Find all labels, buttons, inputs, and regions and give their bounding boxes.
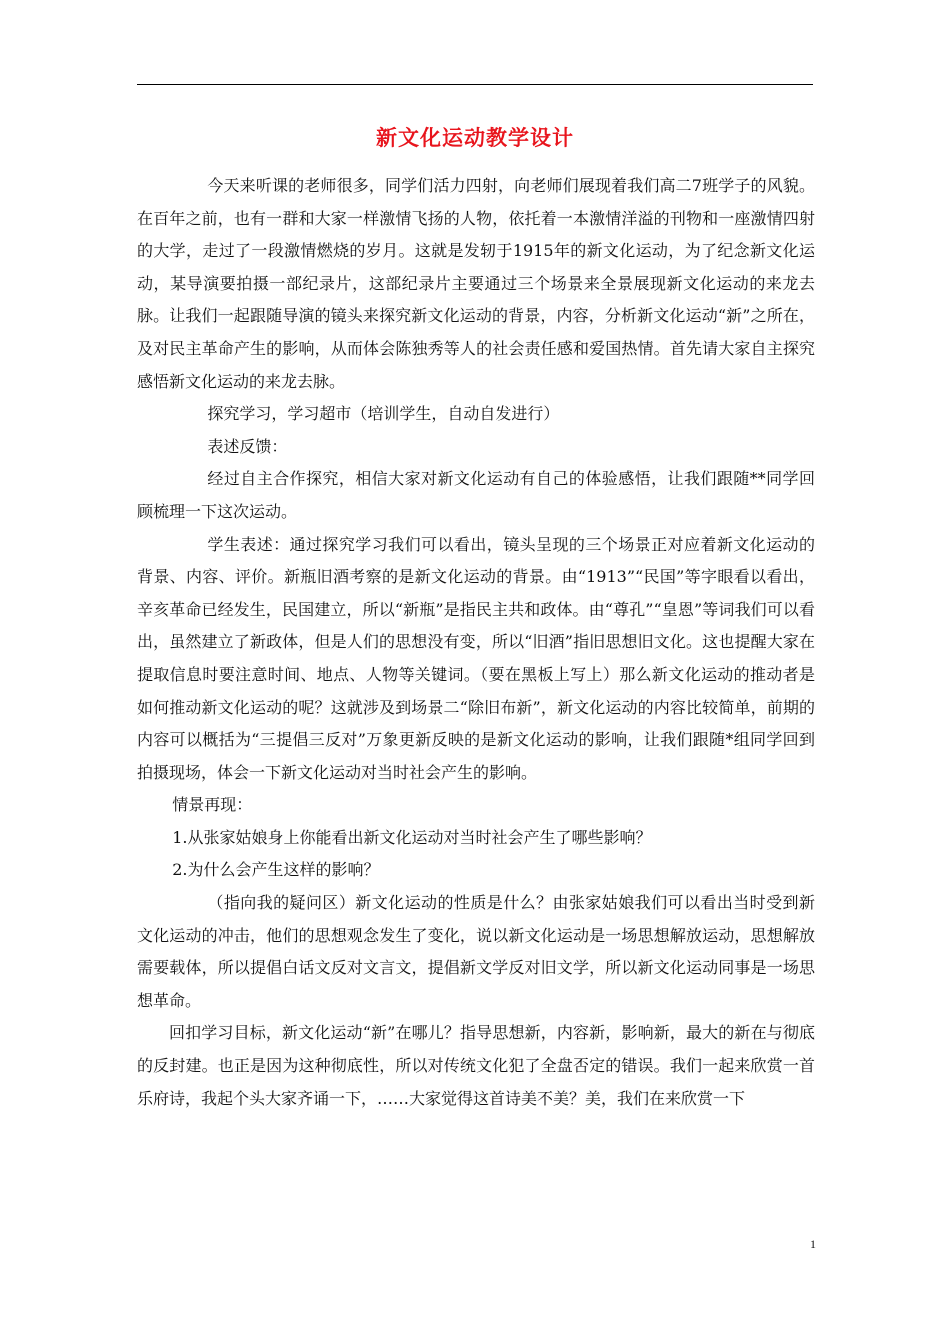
paragraph-intro: 今天来听课的老师很多，同学们活力四射，向老师们展现着我们高二7班学子的风貌。在百年之前，也有一群和大家一样激情飞扬的人物，依托着一本激情洋溢的刊物和一座激情四射的大学，走过了一段激情燃烧的岁月。这就是发轫于1915年的新文化运动，为了纪念新文化运动，某导演要拍摄一部纪录片，这部纪录片主要通过三个场景来全景展现新文化运动的来龙去脉。让我们一起跟随导演的镜头来探究新文化运动的背景，内容，分析新文化运动“新”之所在，及对民主革命产生的影响，从而体会陈独秀等人的社会责任感和爱国热情。首先请大家自主探究感悟新文化运动的来龙去脉。 xyxy=(137,176,815,391)
paragraph-review: 回扣学习目标，新文化运动“新”在哪儿？指导思想新，内容新，影响新，最大的新在与彻底的反封建。也正是因为这种彻底性，所以对传统文化犯了全盘否定的错误。我们一起来欣赏一首乐府诗，我起个头大家齐诵一下，……大家觉得这首诗美不美？美，我们在来欣赏一下 xyxy=(137,1023,815,1108)
paragraph-question-2: 2.为什么会产生这样的影响？ xyxy=(172,860,380,880)
paragraph-question-1: 1.从张家姑娘身上你能看出新文化运动对当时社会产生了哪些影响？ xyxy=(172,827,652,847)
document-body xyxy=(137,170,815,1115)
header-rule xyxy=(137,84,813,85)
page-number: 1 xyxy=(810,1237,816,1251)
paragraph-scene-heading: 情景再现： xyxy=(172,795,253,815)
paragraph-feedback: 经过自主合作探究，相信大家对新文化运动有自己的体验感悟，让我们跟随**同学回顾梳理一下这次运动。 xyxy=(137,469,815,521)
document-title: 新文化运动教学设计 xyxy=(376,126,574,150)
paragraph-nature: （指向我的疑问区）新文化运动的性质是什么？由张家姑娘我们可以看出当时受到新文化运动的冲击，他们的思想观念发生了变化，说以新文化运动是一场思想解放运动，思想解放需要载体，所以提倡白话文反对文言文，提倡新文学反对旧文学，所以新文化运动同事是一场思想革命。 xyxy=(137,893,815,1010)
paragraph-feedback-heading: 表述反馈： xyxy=(207,436,288,456)
paragraph-inquiry: 探究学习，学习超市（培训学生，自动自发进行） xyxy=(207,404,560,424)
paragraph-student-statement: 学生表述：通过探究学习我们可以看出，镜头呈现的三个场景正对应着新文化运动的背景、内容、评价。新瓶旧酒考察的是新文化运动的背景。由“1913”“民国”等字眼看以看出，辛亥革命已经发生，民国建立，所以“新瓶”是指民主共和政体。由“尊孔”“皇恩”等词我们可以看出，虽然建立了新政体，但是人们的思想没有变，所以“旧酒”指旧思想旧文化。这也提醒大家在提取信息时要注意时间、地点、人物等关键词。（要在黑板上写上）那么新文化运动的推动者是如何推动新文化运动的呢？这就涉及到场景二“除旧布新”，新文化运动的内容比较简单，前期的内容可以概括为“三提倡三反对”万象更新反映的是新文化运动的影响，让我们跟随*组同学回到拍摄现场，体会一下新文化运动对当时社会产生的影响。 xyxy=(137,534,815,782)
